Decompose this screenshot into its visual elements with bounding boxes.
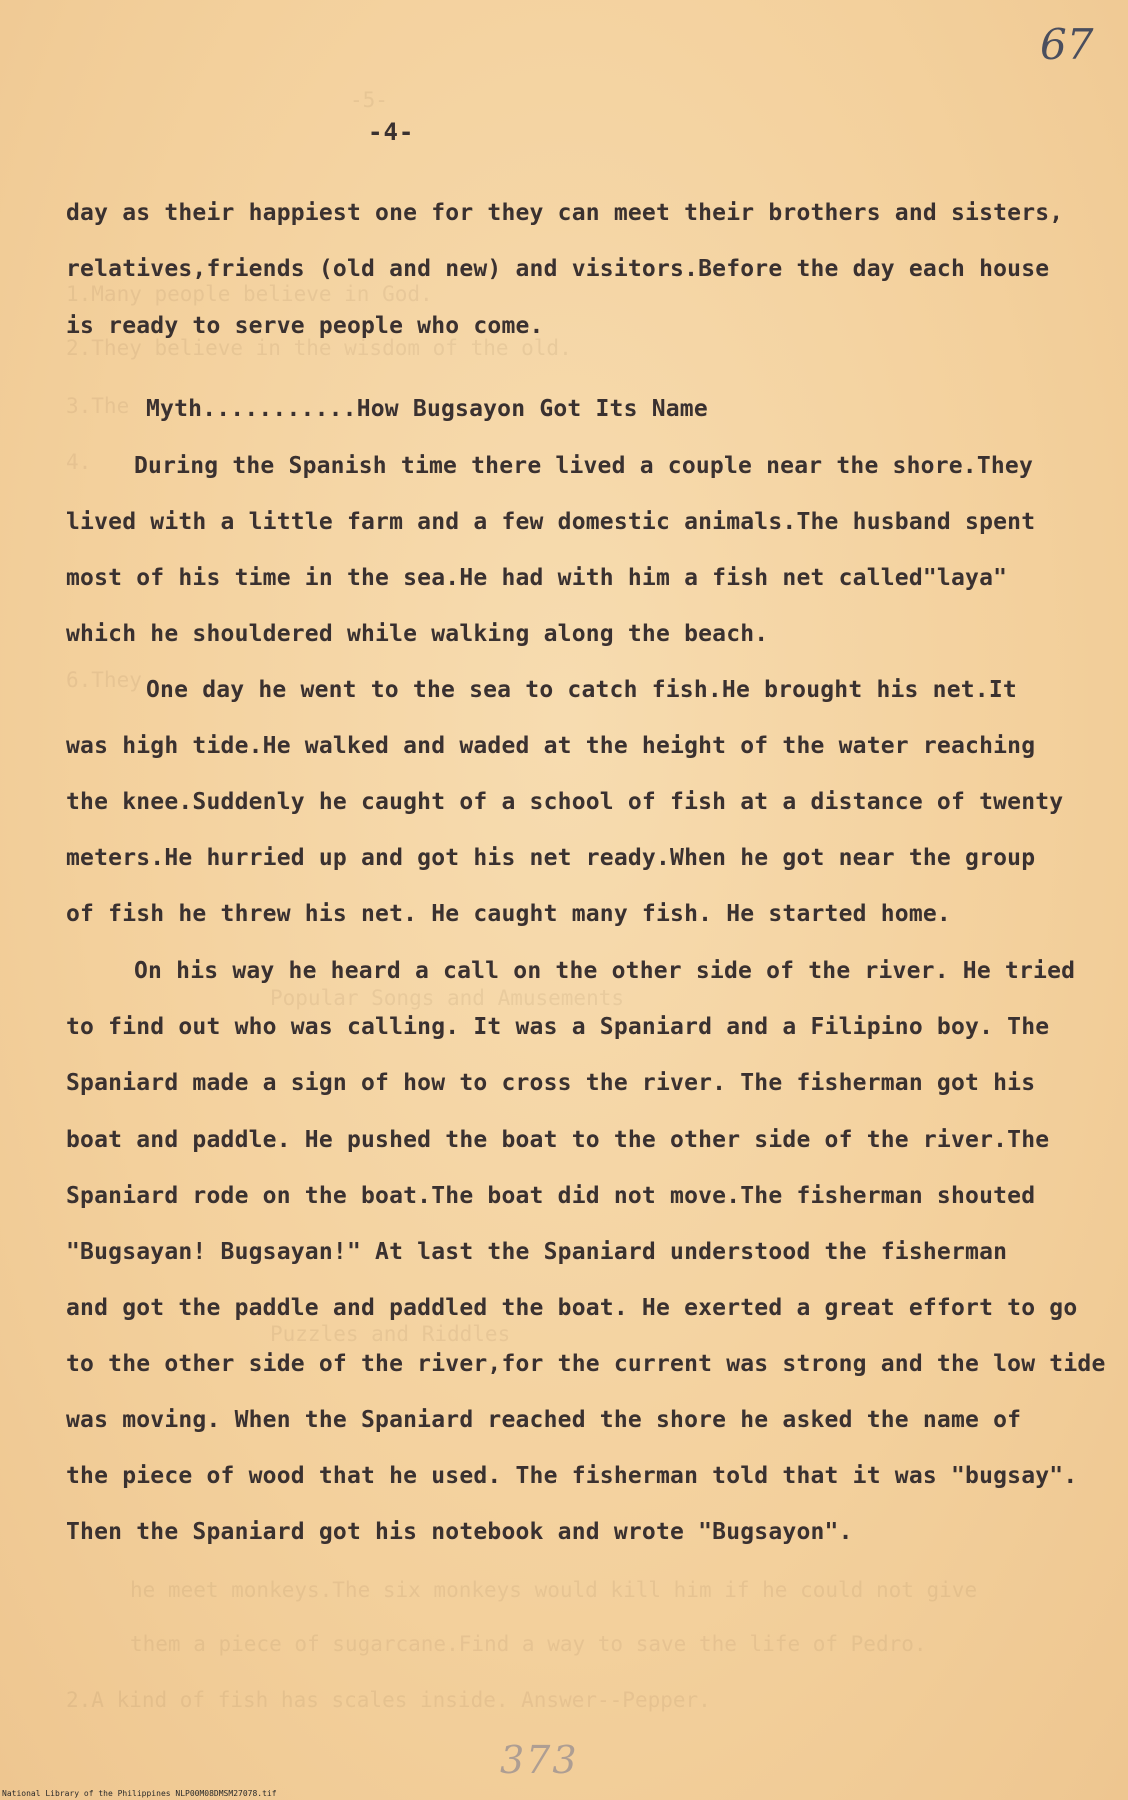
text-line: boat and paddle. He pushed the boat to the other side of the river.The [66,1127,1050,1153]
bleed-through-text: 6.They [66,668,142,692]
text-line: During the Spanish time there lived a couple near the shore.They [134,453,1034,479]
text-line: and got the paddle and paddled the boat. He exerted a great effort to go [66,1295,1078,1321]
bleed-through-text: 1.Many people believe in God. [66,282,433,306]
bleed-through-text: 3.The [66,394,130,418]
bleed-through-text: Puzzles and Riddles [270,1322,511,1346]
text-line: which he shouldered while walking along the beach. [66,621,769,647]
text-line: Then the Spaniard got his notebook and wrote "Bugsayon". [66,1519,853,1545]
text-line: "Bugsayan! Bugsayan!" At last the Spaniard understood the fisherman [66,1239,1008,1265]
myth-heading: Myth...........How Bugsayon Got Its Name [146,396,708,422]
archive-stamp-number: 373 [500,1738,579,1782]
bleed-through-text: -5- [350,88,388,112]
bleed-through-text: he meet monkeys.The six monkeys would kill him if he could not give [130,1578,978,1602]
text-line: Spaniard made a sign of how to cross the river. The fisherman got his [66,1070,1036,1096]
text-line: to the other side of the river,for the current was strong and the low tide [66,1351,1106,1377]
text-line: relatives,friends (old and new) and visitors.Before the day each house [66,256,1050,282]
text-line: is ready to serve people who come. [66,313,544,339]
text-line: most of his time in the sea.He had with him a fish net called"laya" [66,565,1008,591]
bleed-through-text: them a piece of sugarcane.Find a way to save the life of Pedro. [130,1632,927,1656]
text-line: day as their happiest one for they can meet their brothers and sisters, [66,200,1064,226]
text-line: the piece of wood that he used. The fisherman told that it was "bugsay". [66,1463,1078,1489]
bleed-through-text: Popular Songs and Amusements [270,986,625,1010]
page-number: -4- [368,118,415,146]
text-line: the knee.Suddenly he caught of a school of fish at a distance of twenty [66,789,1064,815]
bleed-through-text: 2.A kind of fish has scales inside. Answer--Pepper. [66,1688,711,1712]
bleed-through-text: 4. [66,450,92,474]
text-line: was high tide.He walked and waded at the height of the water reaching [66,733,1036,759]
text-line: lived with a little farm and a few domestic animals.The husband spent [66,509,1036,535]
text-line: meters.He hurried up and got his net ready.When he got near the group [66,845,1036,871]
handwritten-page-number: 67 [1040,20,1094,69]
text-line: Spaniard rode on the boat.The boat did not move.The fisherman shouted [66,1183,1036,1209]
text-line: of fish he threw his net. He caught many fish. He started home. [66,901,951,927]
text-line: to find out who was calling. It was a Spaniard and a Filipino boy. The [66,1014,1050,1040]
text-line: was moving. When the Spaniard reached the shore he asked the name of [66,1407,1022,1433]
scan-footer: National Library of the Philippines NLP00M08DMSM27078.tif [2,1789,277,1798]
text-line: One day he went to the sea to catch fish.He brought his net.It [146,677,1017,703]
text-line: On his way he heard a call on the other side of the river. He tried [134,958,1076,984]
bleed-through-text: 2.They believe in the wisdom of the old. [66,336,572,360]
